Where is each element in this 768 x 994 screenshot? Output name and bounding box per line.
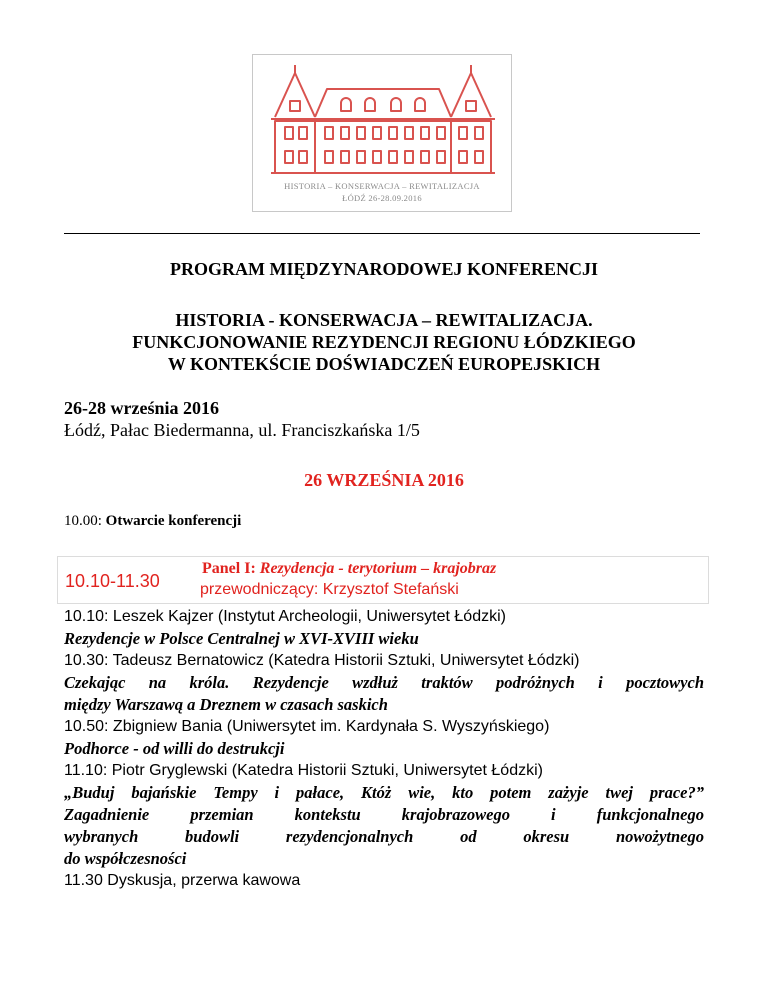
talk-title: Czekając na króla. Rezydencje wzdłuż traktów podróżnych i pocztowych [64, 673, 704, 692]
talk-title: Zagadnienie przemian kontekstu krajobrazowego i funkcjonalnego [64, 805, 704, 824]
conference-title-line-2: FUNKCJONOWANIE REZYDENCJI REGIONU ŁÓDZKIEGO [132, 332, 636, 352]
program-list [64, 606, 704, 892]
panel-label: Panel I: [202, 560, 256, 577]
panel-time: 10.10-11.30 [65, 571, 160, 591]
header-divider [64, 233, 700, 234]
palace-icon [253, 55, 513, 179]
talk-title: Rezydencje w Polsce Centralnej w XVI-XVIII wieku [64, 629, 419, 648]
talk-title: „Buduj bajańskie Tempy i pałace, Któż wie, kto potem zażyje twej prace?” [64, 783, 704, 802]
conference-dates: 26-28 września 2016 [64, 398, 219, 418]
talk-title: Podhorce - od willi do destrukcji [64, 739, 285, 758]
opening-entry: 10.00: Otwarcie konferencji [64, 513, 242, 529]
talk-title: wybranych budowli rezydencjonalnych od okresu nowożytnego [64, 827, 704, 846]
talk-speaker: 11.10: Piotr Gryglewski (Katedra Historii Sztuki, Uniwersytet Łódzki) [64, 762, 543, 779]
conference-logo [252, 54, 512, 212]
talk-title: do współczesności [64, 849, 187, 868]
logo-caption: HISTORIA – KONSERWACJA – REWITALIZACJA [284, 181, 480, 191]
conference-title-line-1: HISTORIA - KONSERWACJA – REWITALIZACJA. [175, 310, 593, 330]
logo-date: ŁÓDŹ 26-28.09.2016 [342, 193, 422, 203]
panel-title [202, 559, 496, 579]
panel-header [57, 556, 709, 604]
program-title: PROGRAM MIĘDZYNARODOWEJ KONFERENCJI [169, 259, 598, 279]
day-heading: 26 WRZEŚNIA 2016 [304, 470, 464, 490]
closing-entry: 11.30 Dyskusja, przerwa kawowa [64, 872, 301, 889]
talk-speaker: 10.10: Leszek Kajzer (Instytut Archeologii, Uniwersytet Łódzki) [64, 608, 506, 625]
talk-speaker: 10.50: Zbigniew Bania (Uniwersytet im. Kardynała S. Wyszyńskiego) [64, 718, 550, 735]
talk-title: między Warszawą a Dreznem w czasach saskich [64, 695, 388, 714]
opening-time: 10.00 [64, 513, 98, 529]
opening-label: Otwarcie konferencji [105, 513, 242, 529]
conference-title-line-3: W KONTEKŚCIE DOŚWIADCZEŃ EUROPEJSKICH [167, 354, 601, 374]
panel-chair: przewodniczący: Krzysztof Stefański [200, 581, 459, 598]
talk-speaker: 10.30: Tadeusz Bernatowicz (Katedra Historii Sztuki, Uniwersytet Łódzki) [64, 652, 580, 669]
panel-theme: Rezydencja - terytorium – krajobraz [259, 560, 497, 577]
conference-location: Łódź, Pałac Biedermanna, ul. Franciszkańska 1/5 [64, 420, 420, 440]
